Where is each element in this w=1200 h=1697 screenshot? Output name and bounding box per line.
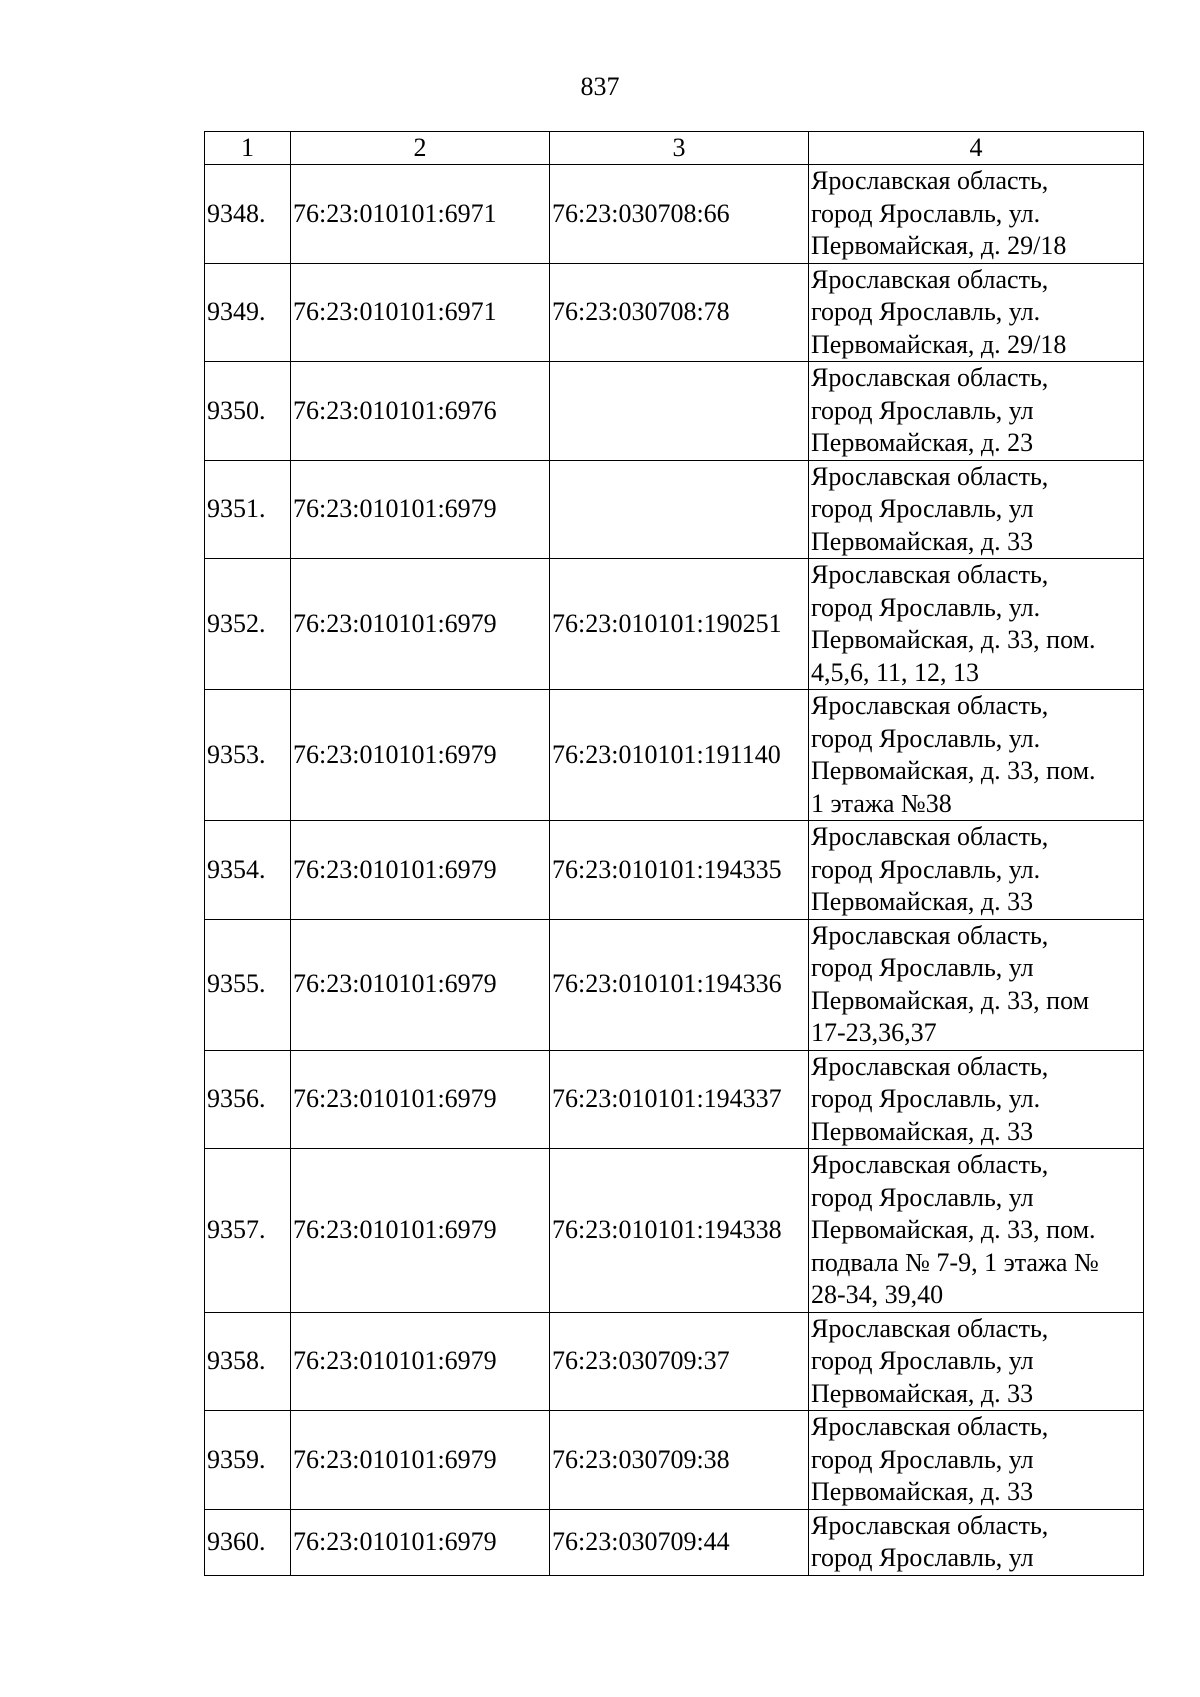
row-number: 9351. [205,460,291,559]
table-row [205,1411,1144,1510]
cadastral-number: 76:23:010101:6979 [291,1509,550,1575]
cadastral-number: 76:23:010101:6979 [291,1411,550,1510]
address-line: Ярославская область, [811,560,1049,589]
related-cadastral-number: 76:23:030708:78 [550,263,809,362]
row-number: 9354. [205,821,291,920]
row-number: 9357. [205,1149,291,1313]
related-cadastral-number: 76:23:010101:191140 [550,690,809,821]
related-cadastral-number [550,460,809,559]
table-row [205,1509,1144,1575]
row-number: 9360. [205,1509,291,1575]
address-line: Ярославская область, [811,822,1049,851]
address-cell [809,690,1144,821]
related-cadastral-number: 76:23:030708:66 [550,165,809,264]
address-line: город Ярославль, ул. [811,198,1041,228]
table-row [205,821,1144,920]
related-cadastral-number: 76:23:030709:44 [550,1509,809,1575]
address-cell [809,1312,1144,1411]
address-cell [809,1411,1144,1510]
related-cadastral-number: 76:23:010101:194336 [550,919,809,1050]
table-row [205,690,1144,821]
address-line: Ярославская область, [811,1150,1049,1179]
address-line: город Ярославль, ул. [811,723,1041,753]
address-line: Ярославская область, [811,1051,1049,1081]
address-line: Ярославская область, [811,920,1049,950]
address-line: Ярославская область, [811,1412,1049,1441]
table-row [205,1312,1144,1411]
related-cadastral-number: 76:23:010101:194338 [550,1149,809,1313]
table-row [205,460,1144,559]
address-line: город Ярославль, ул. [811,854,1041,884]
address-line: 28-34, 39,40 [811,1280,944,1309]
row-number: 9359. [205,1411,291,1510]
address-line: город Ярославль, ул [811,1543,1034,1572]
cadastral-number: 76:23:010101:6979 [291,919,550,1050]
row-number: 9353. [205,690,291,821]
address-line: Первомайская, д. 33 [811,526,1034,556]
related-cadastral-number [550,362,809,461]
address-line: подвала № 7-9, 1 этажа № [811,1247,1099,1277]
address-cell [809,1509,1144,1575]
cadastral-number: 76:23:010101:6979 [291,1050,550,1149]
address-line: город Ярославль, ул [811,395,1034,425]
related-cadastral-number: 76:23:030709:37 [550,1312,809,1411]
address-line: Первомайская, д. 33, пом. [811,1215,1096,1244]
address-line: 1 этажа №38 [811,788,952,818]
cadastral-number: 76:23:010101:6979 [291,559,550,690]
table-row [205,263,1144,362]
related-cadastral-number: 76:23:010101:190251 [550,559,809,690]
address-line: Ярославская область, [811,363,1049,392]
header-cell-3: 3 [550,132,809,165]
address-line: 17-23,36,37 [811,1018,937,1047]
table-row [205,919,1144,1050]
address-line: город Ярославль, ул. [811,1084,1041,1113]
row-number: 9358. [205,1312,291,1411]
cadastral-number: 76:23:010101:6971 [291,263,550,362]
address-line: Ярославская область, [811,264,1049,294]
page-number: 837 [580,72,620,101]
row-number: 9352. [205,559,291,690]
table-row [205,165,1144,264]
address-line: Ярославская область, [811,691,1049,720]
table-row [205,1149,1144,1313]
cadastral-number: 76:23:010101:6979 [291,690,550,821]
address-line: город Ярославль, ул [811,953,1034,982]
related-cadastral-number: 76:23:010101:194335 [550,821,809,920]
address-cell [809,362,1144,461]
address-line: Ярославская область, [811,1313,1049,1343]
table-header [205,132,1144,165]
address-line: город Ярославль, ул. [811,592,1041,622]
table-row [205,1050,1144,1149]
address-line: Первомайская, д. 33 [811,1116,1034,1146]
table-row [205,362,1144,461]
cadastral-number: 76:23:010101:6971 [291,165,550,264]
cadastral-number: 76:23:010101:6979 [291,821,550,920]
header-cell-4: 4 [809,132,1144,165]
registry-table [204,131,1144,1576]
cadastral-number: 76:23:010101:6979 [291,1312,550,1411]
cadastral-number: 76:23:010101:6979 [291,1149,550,1313]
address-cell [809,559,1144,690]
related-cadastral-number: 76:23:030709:38 [550,1411,809,1510]
address-line: Первомайская, д. 33, пом. [811,756,1096,785]
row-number: 9348. [205,165,291,264]
address-line: город Ярославль, ул [811,1444,1034,1474]
address-line: Первомайская, д. 33 [811,1477,1034,1506]
address-line: Первомайская, д. 29/18 [811,231,1067,260]
header-row [205,132,1144,165]
address-cell [809,460,1144,559]
address-line: Первомайская, д. 33, пом. [811,625,1096,654]
row-number: 9356. [205,1050,291,1149]
address-line: Первомайская, д. 33, пом [811,985,1090,1015]
address-line: город Ярославль, ул [811,1182,1034,1212]
address-cell [809,821,1144,920]
address-cell [809,919,1144,1050]
row-number: 9350. [205,362,291,461]
header-cell-2: 2 [291,132,550,165]
address-line: 4,5,6, 11, 12, 13 [811,657,980,687]
address-line: город Ярославль, ул [811,1346,1034,1375]
address-cell [809,165,1144,264]
address-cell [809,263,1144,362]
related-cadastral-number: 76:23:010101:194337 [550,1050,809,1149]
address-line: Первомайская, д. 33 [811,1378,1034,1408]
address-line: Ярославская область, [811,166,1049,195]
cadastral-number: 76:23:010101:6976 [291,362,550,461]
address-line: Первомайская, д. 33 [811,887,1034,916]
table-body [205,165,1144,1576]
address-cell [809,1050,1144,1149]
header-cell-1: 1 [205,132,291,165]
row-number: 9355. [205,919,291,1050]
address-line: Ярославская область, [811,461,1049,491]
address-line: Первомайская, д. 23 [811,428,1034,457]
table-row [205,559,1144,690]
address-line: город Ярославль, ул [811,494,1034,523]
address-line: город Ярославль, ул. [811,297,1041,326]
address-line: Ярославская область, [811,1510,1049,1540]
address-cell [809,1149,1144,1313]
row-number: 9349. [205,263,291,362]
address-line: Первомайская, д. 29/18 [811,329,1067,359]
cadastral-number: 76:23:010101:6979 [291,460,550,559]
